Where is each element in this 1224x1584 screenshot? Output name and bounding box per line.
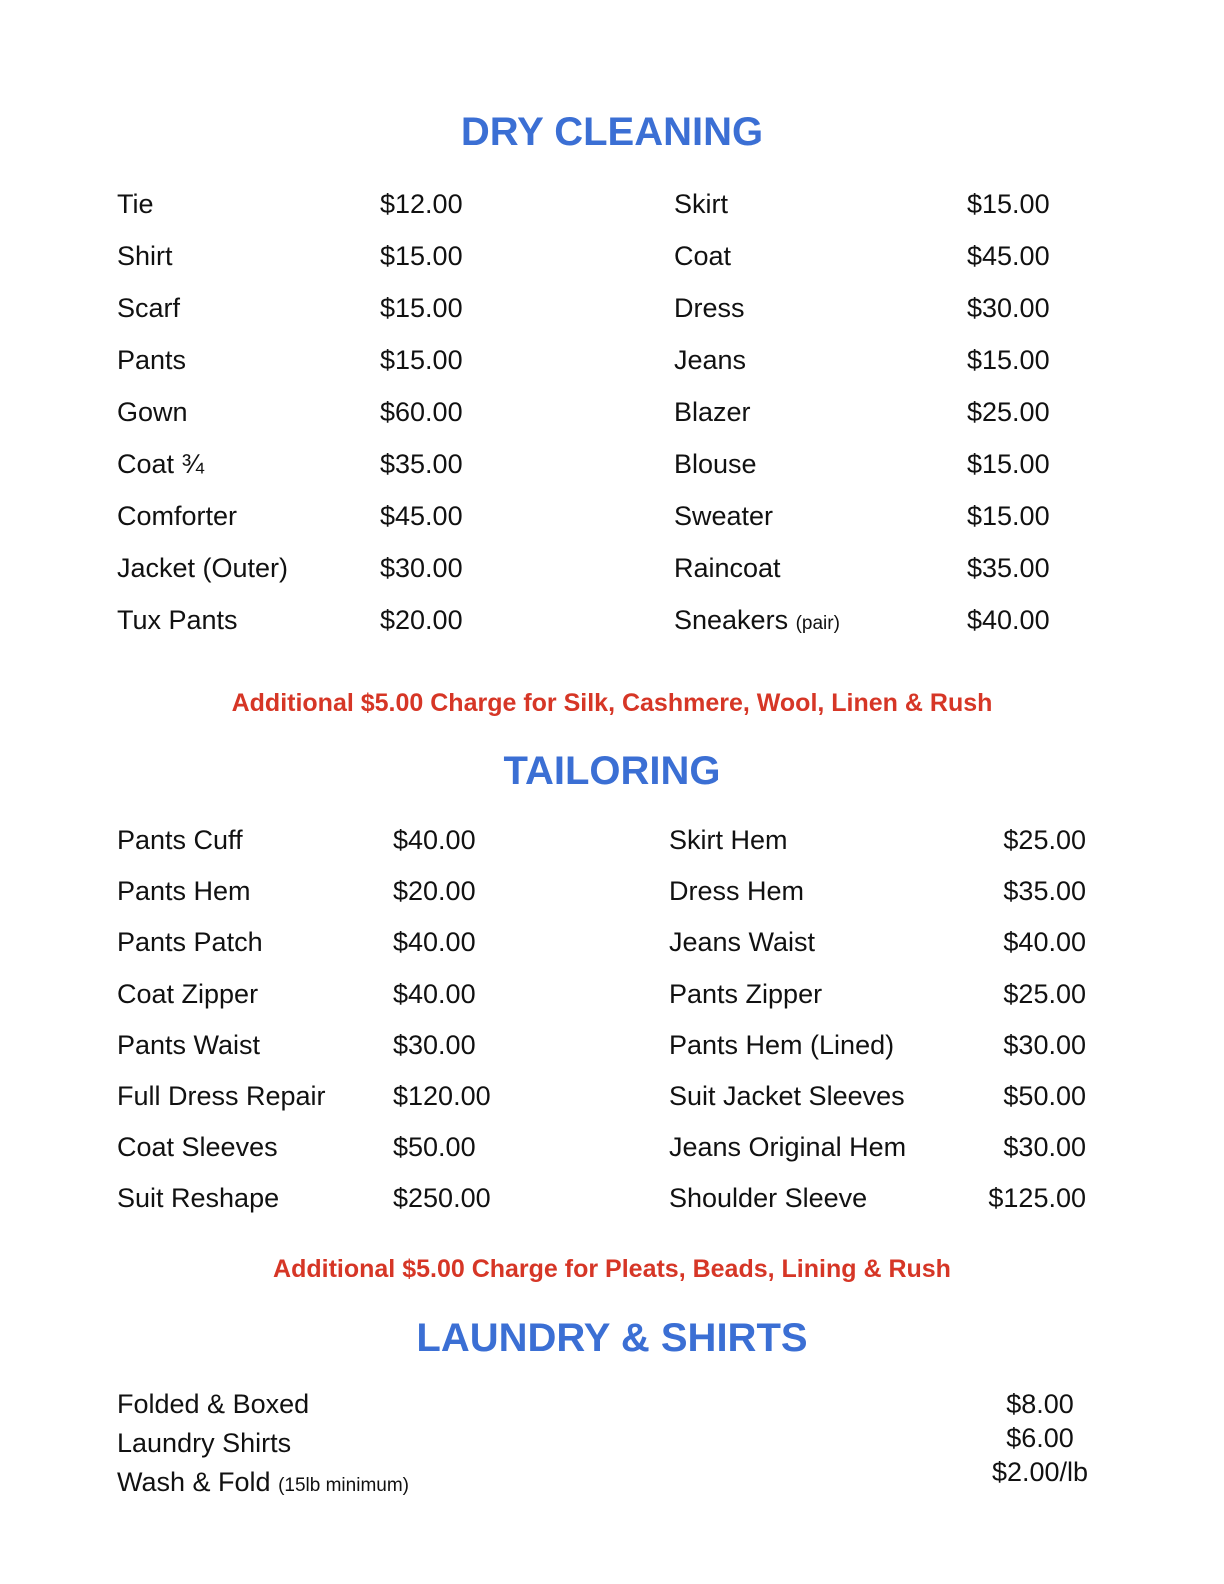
item-label: Raincoat	[674, 553, 781, 583]
item-label: Skirt Hem	[669, 825, 788, 855]
item-label: Pants Patch	[117, 927, 263, 957]
item-price: $40.00	[393, 979, 476, 1009]
item-name	[674, 188, 728, 220]
item-label: Laundry Shirts	[117, 1428, 292, 1458]
item-price: $15.00	[967, 501, 1050, 531]
item-name	[669, 1131, 906, 1163]
item-label: Comforter	[117, 501, 238, 531]
item-name	[669, 824, 788, 856]
item-qualifier: (15lb minimum)	[278, 1475, 409, 1496]
item-price: $30.00	[380, 553, 463, 583]
item-name	[117, 978, 258, 1010]
item-name	[117, 448, 204, 480]
item-name	[117, 1466, 409, 1502]
item-name	[117, 500, 237, 532]
item-label: Folded & Boxed	[117, 1389, 310, 1419]
item-price: $2.00/lb	[991, 1457, 1089, 1487]
item-price: $35.00	[380, 449, 463, 479]
item-name	[117, 552, 288, 584]
item-name	[117, 1029, 260, 1061]
item-label: Wash & Fold	[117, 1467, 271, 1497]
item-name	[674, 240, 731, 272]
item-label: Dress	[674, 293, 745, 323]
item-price: $30.00	[1003, 1030, 1086, 1060]
item-price: $15.00	[380, 241, 463, 271]
item-label: Jeans Original Hem	[669, 1132, 907, 1162]
item-label: Pants Hem (Lined)	[669, 1030, 895, 1060]
item-label: Full Dress Repair	[117, 1081, 326, 1111]
laundry-heading: LAUNDRY & SHIRTS	[416, 1316, 808, 1360]
item-price: $8.00	[1006, 1389, 1074, 1419]
item-label: Blouse	[674, 449, 757, 479]
item-name	[674, 500, 773, 532]
item-price: $45.00	[967, 241, 1050, 271]
item-label: Suit Jacket Sleeves	[669, 1081, 905, 1111]
item-qualifier: (pair)	[795, 613, 840, 634]
item-name	[674, 396, 751, 428]
item-price: $20.00	[380, 605, 463, 635]
item-price: $40.00	[393, 825, 476, 855]
item-name	[117, 1131, 278, 1163]
item-price: $15.00	[967, 449, 1050, 479]
item-name	[117, 344, 186, 376]
item-name	[669, 1080, 905, 1112]
item-label: Sneakers	[674, 605, 789, 635]
item-name	[674, 604, 840, 640]
item-name	[117, 875, 251, 907]
item-name	[669, 926, 815, 958]
item-label: Pants	[117, 345, 187, 375]
item-name	[117, 292, 180, 324]
tailoring-surcharge-note: Additional $5.00 Charge for Pleats, Beads, Lining & Rush	[273, 1255, 951, 1283]
item-price: $250.00	[393, 1183, 491, 1213]
item-name	[669, 875, 804, 907]
item-name	[117, 240, 173, 272]
item-label: Dress Hem	[669, 876, 805, 906]
item-price: $25.00	[1003, 979, 1086, 1009]
item-name	[117, 1182, 279, 1214]
item-name	[674, 448, 757, 480]
item-name	[674, 344, 746, 376]
item-price: $40.00	[1003, 927, 1086, 957]
item-label: Jacket (Outer)	[117, 553, 289, 583]
item-name	[674, 292, 745, 324]
item-label: Scarf	[117, 293, 181, 323]
item-price: $6.00	[1006, 1423, 1074, 1453]
item-name	[117, 1080, 326, 1112]
item-price: $25.00	[1003, 825, 1086, 855]
item-price: $60.00	[380, 397, 463, 427]
item-price: $125.00	[988, 1183, 1086, 1213]
item-label: Skirt	[674, 189, 728, 219]
item-label: Gown	[117, 397, 188, 427]
dry-cleaning-heading: DRY CLEANING	[460, 110, 764, 154]
item-price: $30.00	[1003, 1132, 1086, 1162]
item-price: $35.00	[1003, 876, 1086, 906]
item-label: Tux Pants	[117, 605, 238, 635]
item-price: $15.00	[967, 345, 1050, 375]
item-name	[669, 1029, 894, 1061]
item-price: $50.00	[393, 1132, 476, 1162]
item-label: Sweater	[674, 501, 774, 531]
item-name	[117, 824, 243, 856]
item-name	[117, 604, 238, 636]
item-price: $120.00	[393, 1081, 491, 1111]
item-name	[117, 1427, 291, 1459]
item-label: Tie	[117, 189, 154, 219]
item-label: Pants Zipper	[669, 979, 823, 1009]
item-price: $25.00	[967, 397, 1050, 427]
item-price: $35.00	[967, 553, 1050, 583]
item-label: Jeans Waist	[669, 927, 816, 957]
item-name	[117, 396, 188, 428]
item-label: Pants Hem	[117, 876, 251, 906]
item-name	[669, 1182, 867, 1214]
item-label: Suit Reshape	[117, 1183, 280, 1213]
item-price: $30.00	[967, 293, 1050, 323]
item-price: $40.00	[967, 605, 1050, 635]
item-label: Blazer	[674, 397, 751, 427]
item-price: $15.00	[967, 189, 1050, 219]
item-price: $15.00	[380, 345, 463, 375]
item-label: Shirt	[117, 241, 173, 271]
item-label: Coat Sleeves	[117, 1132, 278, 1162]
item-name	[117, 1388, 309, 1420]
item-name	[117, 188, 154, 220]
item-label: Shoulder Sleeve	[669, 1183, 868, 1213]
item-name	[117, 926, 263, 958]
item-price: $45.00	[380, 501, 463, 531]
item-price: $12.00	[380, 189, 463, 219]
item-label: Coat ¾	[117, 449, 205, 479]
item-name	[674, 552, 781, 584]
item-name	[669, 978, 822, 1010]
item-price: $40.00	[393, 927, 476, 957]
item-price: $20.00	[393, 876, 476, 906]
item-label: Coat	[674, 241, 732, 271]
item-price: $50.00	[1003, 1081, 1086, 1111]
item-price: $15.00	[380, 293, 463, 323]
item-price: $30.00	[393, 1030, 476, 1060]
tailoring-heading: TAILORING	[503, 749, 721, 793]
item-label: Jeans	[674, 345, 747, 375]
item-label: Pants Cuff	[117, 825, 243, 855]
dry-cleaning-surcharge-note: Additional $5.00 Charge for Silk, Cashmere, Wool, Linen & Rush	[231, 689, 993, 717]
item-label: Pants Waist	[117, 1030, 261, 1060]
item-label: Coat Zipper	[117, 979, 259, 1009]
